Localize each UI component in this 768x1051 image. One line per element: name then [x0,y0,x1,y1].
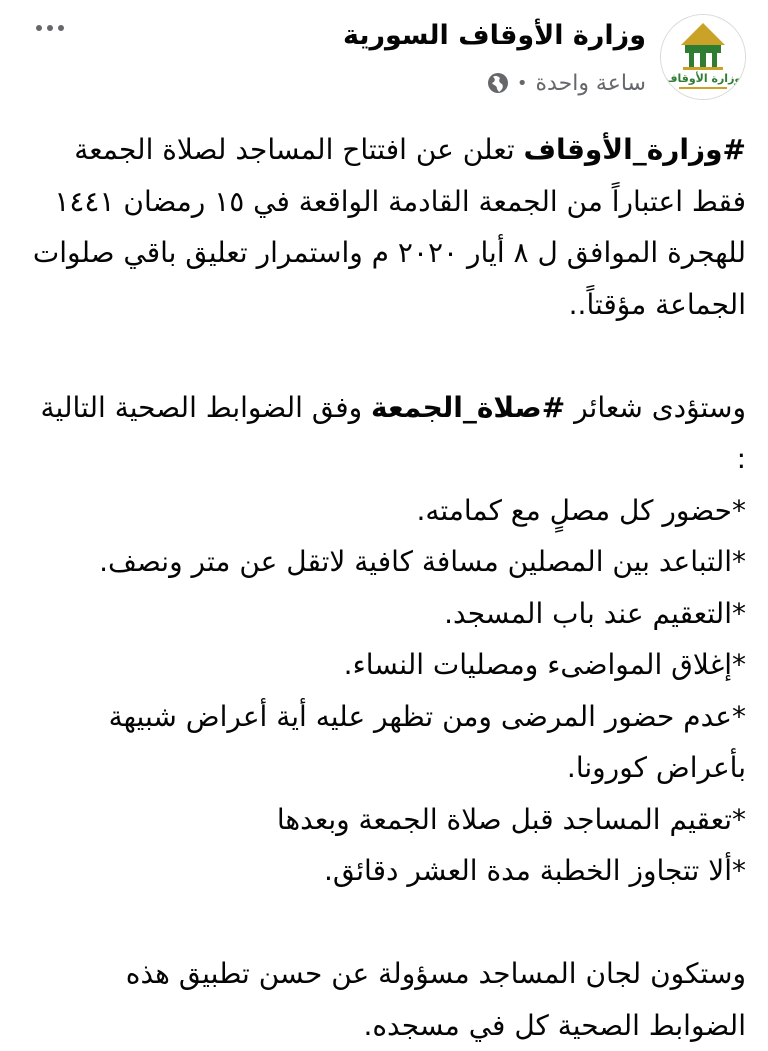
meta-separator: • [516,72,528,94]
post-paragraph-announcement [24,124,746,330]
more-options-button[interactable] [28,12,72,44]
post-meta [487,66,646,100]
post-paragraph-rules-intro [24,382,746,485]
rule-item: *التباعد بين المصلين مسافة كافية لاتقل عن متر ونصف. [99,545,746,578]
rule-item: *ألا تتجاوز الخطبة مدة العشر دقائق. [324,854,746,887]
more-dot-icon [36,25,42,31]
globe-icon[interactable] [487,72,509,94]
announcement-text: تعلن عن افتتاح المساجد لصلاة الجمعة فقط اعتباراً من الجمعة القادمة الواقعة في ١٥ رمضان ١٤٤١ للهجرة الموافق ل ٨ أيار ٢٠٢٠ م واستمرار تعليق باقي صلوات الجماعة مؤقتاً.. [32,133,746,321]
rules-intro-text: وستؤدى شعائر [565,390,746,424]
rule-item: *تعقيم المساجد قبل صلاة الجمعة وبعدها [276,802,746,836]
rules-intro-text-end: وفق الضوابط الصحية التالية : [40,390,746,475]
rule-item: *حضور كل مصلٍ مع كمامته. [416,493,746,527]
post-body [24,124,746,1051]
post-header [0,0,768,110]
page-name[interactable]: وزارة الأوقاف السورية [342,20,646,51]
more-dot-icon [47,25,53,31]
hashtag-ministry[interactable]: #وزارة_الأوقاف [523,133,746,166]
paragraph-gap [24,330,746,382]
paragraph-gap [24,897,746,949]
post-timestamp[interactable]: ساعة واحدة [535,70,646,96]
more-dot-icon [58,25,64,31]
rule-item: *عدم حضور المرضى ومن تظهر عليه أية أعراض شبيهة بأعراض كورونا. [108,699,746,784]
ministry-logo-icon [661,15,745,99]
avatar[interactable] [660,14,746,100]
rule-item: *إغلاق المواضىء ومصليات النساء. [343,648,746,681]
rule-item: *التعقيم عند باب المسجد. [444,596,746,630]
hashtag-friday-prayer[interactable]: #صلاة_الجمعة [371,390,566,424]
svg-text:وزارة الأوقاف: وزارة الأوقاف [664,72,742,85]
post-paragraph-closing: وستكون لجان المساجد مسؤولة عن حسن تطبيق هذه الضوابط الصحية كل في مسجده. [125,957,746,1042]
